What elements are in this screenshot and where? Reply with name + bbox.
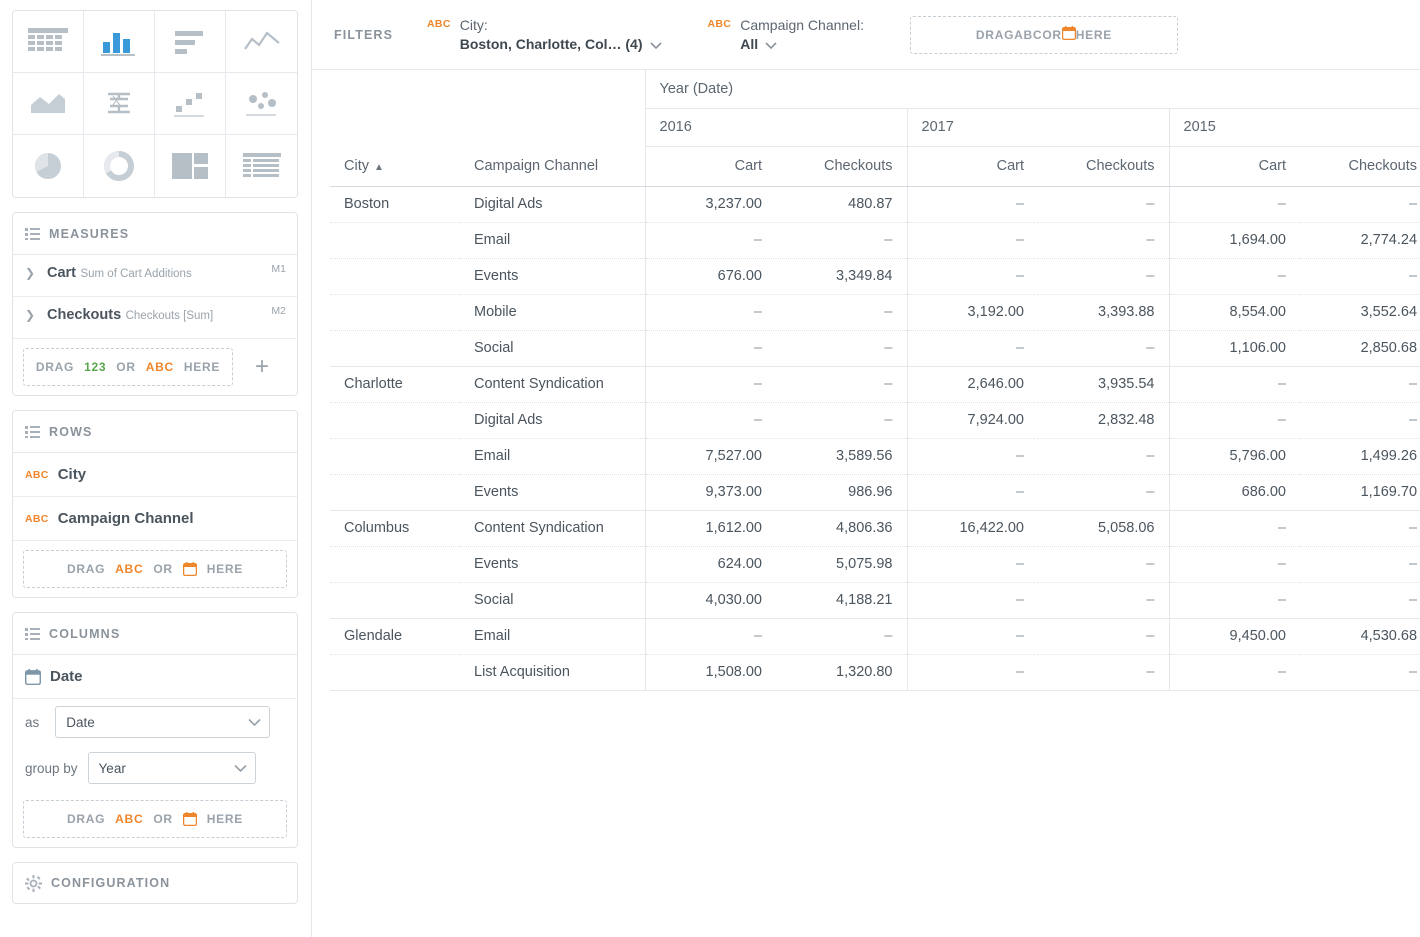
filters-label: FILTERS: [334, 27, 394, 42]
column-header-city[interactable]: [330, 146, 460, 186]
filter-city[interactable]: [427, 16, 661, 54]
cell-city: [330, 474, 460, 510]
horizontal-bar-chart-icon[interactable]: [155, 11, 226, 73]
group-by-select[interactable]: [88, 752, 256, 784]
cell-value: 480.87: [776, 186, 907, 222]
column-header-city-label: City: [344, 157, 369, 174]
list-icon: [25, 628, 40, 640]
column-header-cart[interactable]: Cart: [1169, 146, 1300, 186]
cell-value: –: [776, 294, 907, 330]
cell-value: –: [1038, 474, 1169, 510]
bar-chart-icon[interactable]: [84, 11, 155, 73]
filter-campaign-channel[interactable]: [708, 16, 864, 54]
cell-value: 3,237.00: [645, 186, 776, 222]
cell-value: –: [1038, 654, 1169, 690]
svg-text:X: X: [112, 92, 121, 108]
as-row: [13, 699, 297, 745]
column-header-checkouts[interactable]: Checkouts: [776, 146, 907, 186]
chevron-down-icon: [248, 715, 261, 730]
cell-campaign-channel: Content Syndication: [460, 366, 645, 402]
configuration-label: CONFIGURATION: [51, 876, 171, 890]
cell-campaign-channel: Email: [460, 438, 645, 474]
measures-dropzone[interactable]: [23, 348, 233, 386]
cell-value: 4,188.21: [776, 582, 907, 618]
measure-header-row: [330, 146, 1420, 186]
column-header-cart[interactable]: Cart: [645, 146, 776, 186]
area-chart-icon[interactable]: [13, 73, 84, 135]
cell-value: 624.00: [645, 546, 776, 582]
cell-value: 1,508.00: [645, 654, 776, 690]
line-chart-icon[interactable]: [226, 11, 297, 73]
table-row: [330, 294, 1420, 330]
cell-value: 3,552.64: [1300, 294, 1420, 330]
cell-value: –: [1038, 222, 1169, 258]
measures-header: [13, 213, 297, 255]
measure-subtitle: Sum of Cart Additions: [80, 268, 192, 280]
dropzone-or-label: OR: [153, 812, 173, 826]
cell-value: –: [1300, 510, 1420, 546]
cell-campaign-channel: Email: [460, 222, 645, 258]
filters-bar: [312, 0, 1420, 70]
cell-city: [330, 654, 460, 690]
cell-value: 5,058.06: [1038, 510, 1169, 546]
year-header: 2017: [907, 108, 1169, 146]
cell-city: [330, 438, 460, 474]
cell-value: 1,499.26: [1300, 438, 1420, 474]
calendar-icon: [183, 812, 197, 826]
cell-value: –: [907, 654, 1038, 690]
cell-value: 3,349.84: [776, 258, 907, 294]
cell-value: –: [1038, 186, 1169, 222]
cell-value: –: [1038, 618, 1169, 654]
cell-value: –: [1038, 258, 1169, 294]
pivot-table-icon[interactable]: [226, 135, 297, 197]
cell-city: Charlotte: [330, 366, 460, 402]
dropzone-or-label: OR: [116, 360, 136, 374]
rows-item-label: Campaign Channel: [57, 510, 194, 527]
cell-campaign-channel: List Acquisition: [460, 654, 645, 690]
dropzone-drag-label: DRAG: [66, 562, 106, 576]
cell-value: –: [1169, 258, 1300, 294]
measure-subtitle: Checkouts [Sum]: [125, 310, 214, 322]
chevron-right-icon[interactable]: ❯: [25, 308, 36, 322]
cell-value: 4,530.68: [1300, 618, 1420, 654]
group-by-select-value: Year: [98, 760, 126, 776]
calendar-icon: [1062, 26, 1076, 43]
cell-value: 3,192.00: [907, 294, 1038, 330]
text-type-icon: ABC: [427, 17, 451, 30]
rows-header: [13, 411, 297, 453]
year-header: 2015: [1169, 108, 1420, 146]
cell-city: [330, 546, 460, 582]
cell-value: 986.96: [776, 474, 907, 510]
column-dimension-label: Year (Date): [645, 70, 1420, 108]
rows-card: [12, 410, 298, 598]
columns-dropzone[interactable]: [23, 800, 287, 838]
cell-value: –: [907, 222, 1038, 258]
table-row: [330, 582, 1420, 618]
column-header-checkouts[interactable]: Checkouts: [1038, 146, 1169, 186]
main-panel: [312, 0, 1420, 937]
cell-value: 9,450.00: [1169, 618, 1300, 654]
chevron-down-icon[interactable]: [765, 35, 777, 54]
chevron-right-icon[interactable]: ❯: [25, 266, 36, 280]
year-header-row: [330, 108, 1420, 146]
cell-value: 1,612.00: [645, 510, 776, 546]
cell-value: 16,422.00: [907, 510, 1038, 546]
cell-value: –: [1169, 186, 1300, 222]
filters-dropzone[interactable]: [910, 16, 1178, 54]
cell-value: 4,030.00: [645, 582, 776, 618]
treemap-icon[interactable]: [155, 135, 226, 197]
cell-campaign-channel: Social: [460, 330, 645, 366]
cell-value: 676.00: [645, 258, 776, 294]
measure-item-cart[interactable]: [13, 255, 297, 297]
cell-value: –: [1169, 582, 1300, 618]
measure-badge: M1: [271, 263, 286, 275]
measure-item-checkouts[interactable]: [13, 297, 297, 339]
cell-value: –: [645, 618, 776, 654]
cell-value: –: [645, 366, 776, 402]
pivot-table-wrap: [312, 70, 1420, 937]
cell-value: –: [645, 294, 776, 330]
cell-value: –: [1300, 402, 1420, 438]
filter-city-value: Boston, Charlotte, Col… (4): [459, 35, 643, 52]
cell-value: –: [776, 402, 907, 438]
cell-campaign-channel: Digital Ads: [460, 402, 645, 438]
cell-value: –: [1038, 582, 1169, 618]
cell-value: –: [1300, 546, 1420, 582]
columns-title: COLUMNS: [49, 626, 121, 641]
cell-value: 1,694.00: [1169, 222, 1300, 258]
gear-icon: [25, 875, 42, 892]
cell-value: 1,169.70: [1300, 474, 1420, 510]
cell-value: –: [645, 330, 776, 366]
cell-value: 8,554.00: [1169, 294, 1300, 330]
table-row: [330, 330, 1420, 366]
cell-value: –: [907, 618, 1038, 654]
cell-value: 2,850.68: [1300, 330, 1420, 366]
chart-type-selector[interactable]: [12, 10, 298, 198]
cell-campaign-channel: Events: [460, 546, 645, 582]
cell-campaign-channel: Content Syndication: [460, 510, 645, 546]
cell-value: 3,935.54: [1038, 366, 1169, 402]
cell-campaign-channel: Digital Ads: [460, 186, 645, 222]
cell-value: –: [907, 330, 1038, 366]
text-type-icon: ABC: [707, 17, 732, 30]
columns-item-label: Date: [50, 668, 83, 685]
column-header-campaign-channel[interactable]: Campaign Channel: [460, 146, 645, 186]
measures-card: [12, 212, 298, 396]
chevron-down-icon[interactable]: [650, 35, 662, 54]
measures-footer: [13, 339, 297, 395]
cell-value: 3,589.56: [776, 438, 907, 474]
rows-item-campaign-channel[interactable]: [13, 497, 297, 541]
calendar-icon: [25, 669, 41, 685]
cell-value: –: [1300, 258, 1420, 294]
text-type-icon: ABC: [115, 562, 144, 576]
cell-value: –: [776, 618, 907, 654]
text-type-icon: ABC: [1014, 27, 1043, 42]
left-config-panel: [0, 0, 312, 937]
table-row: [330, 258, 1420, 294]
table-row: [330, 474, 1420, 510]
cell-value: 7,527.00: [645, 438, 776, 474]
cell-value: –: [1038, 546, 1169, 582]
filter-channel-value: All: [740, 35, 759, 52]
add-measure-button[interactable]: +: [254, 353, 269, 380]
as-select[interactable]: [55, 706, 270, 738]
sort-asc-icon: ▲: [373, 161, 384, 173]
cell-value: –: [1038, 438, 1169, 474]
cell-city: [330, 402, 460, 438]
cell-campaign-channel: Email: [460, 618, 645, 654]
table-row: [330, 438, 1420, 474]
cell-value: –: [907, 546, 1038, 582]
cell-value: 686.00: [1169, 474, 1300, 510]
table-row: [330, 186, 1420, 222]
cell-value: –: [907, 438, 1038, 474]
cell-value: 5,796.00: [1169, 438, 1300, 474]
column-header-checkouts[interactable]: Checkouts: [1300, 146, 1420, 186]
table-row: [330, 366, 1420, 402]
as-select-value: Date: [66, 714, 95, 730]
table-row: [330, 402, 1420, 438]
pivot-table-body: [330, 186, 1420, 690]
measure-name: Checkouts: [47, 307, 122, 323]
cell-value: 1,106.00: [1169, 330, 1300, 366]
filter-channel-label: Campaign Channel:: [740, 16, 864, 33]
cell-value: –: [1300, 654, 1420, 690]
cell-value: 9,373.00: [645, 474, 776, 510]
cell-value: –: [776, 222, 907, 258]
cell-city: [330, 258, 460, 294]
cell-campaign-channel: Social: [460, 582, 645, 618]
cell-value: 5,075.98: [776, 546, 907, 582]
cell-value: –: [1169, 402, 1300, 438]
dropzone-or-label: OR: [1042, 27, 1062, 42]
rows-title: ROWS: [49, 424, 93, 439]
columns-header: [13, 613, 297, 655]
filter-channel-value-row[interactable]: [740, 35, 864, 54]
dropzone-drag-label: DRAG: [975, 27, 1015, 42]
cell-value: –: [776, 330, 907, 366]
table-row: [330, 510, 1420, 546]
pivot-table-head: [330, 70, 1420, 186]
cell-city: [330, 582, 460, 618]
cell-city: Glendale: [330, 618, 460, 654]
cell-campaign-channel: Events: [460, 258, 645, 294]
table-chart-icon[interactable]: [13, 11, 84, 73]
as-label: as: [25, 714, 40, 730]
cell-value: –: [776, 366, 907, 402]
dropzone-here-label: HERE: [206, 812, 244, 826]
cell-value: 4,806.36: [776, 510, 907, 546]
cell-city: [330, 294, 460, 330]
table-row: [330, 546, 1420, 582]
cell-value: –: [645, 222, 776, 258]
group-by-label: group by: [25, 760, 78, 776]
pie-chart-icon[interactable]: [13, 135, 84, 197]
calendar-icon: [183, 562, 197, 576]
dropzone-or-label: OR: [153, 562, 173, 576]
cell-value: –: [1300, 186, 1420, 222]
box-plot-icon[interactable]: [84, 73, 155, 135]
cell-value: –: [1169, 654, 1300, 690]
text-type-icon: ABC: [25, 512, 49, 525]
text-type-icon: ABC: [25, 468, 49, 481]
columns-item-date[interactable]: [13, 655, 297, 699]
numeric-type-icon: 123: [84, 360, 107, 374]
cell-value: 1,320.80: [776, 654, 907, 690]
rows-item-city[interactable]: [13, 453, 297, 497]
cell-value: 2,646.00: [907, 366, 1038, 402]
cell-value: –: [1169, 546, 1300, 582]
group-by-row: [13, 745, 297, 791]
pivot-table: [330, 70, 1420, 691]
cell-city: Columbus: [330, 510, 460, 546]
cell-city: [330, 222, 460, 258]
cell-value: –: [645, 402, 776, 438]
cell-value: –: [1300, 582, 1420, 618]
cell-value: –: [1169, 366, 1300, 402]
cell-value: –: [907, 258, 1038, 294]
text-type-icon: ABC: [145, 360, 174, 374]
bubble-chart-icon[interactable]: [226, 73, 297, 135]
cell-value: –: [907, 474, 1038, 510]
rows-dropzone[interactable]: [23, 550, 287, 588]
table-row: [330, 654, 1420, 690]
cell-value: –: [1038, 330, 1169, 366]
list-icon: [25, 228, 40, 240]
dropzone-drag-label: DRAG: [66, 812, 106, 826]
columns-card: [12, 612, 298, 848]
cell-city: Boston: [330, 186, 460, 222]
year-header: 2016: [645, 108, 907, 146]
dropzone-drag-label: DRAG: [35, 360, 75, 374]
cell-value: 7,924.00: [907, 402, 1038, 438]
cell-value: –: [1300, 366, 1420, 402]
cell-campaign-channel: Events: [460, 474, 645, 510]
cell-campaign-channel: Mobile: [460, 294, 645, 330]
configuration-button[interactable]: [12, 862, 298, 904]
dropzone-here-label: HERE: [206, 562, 244, 576]
cell-value: 3,393.88: [1038, 294, 1169, 330]
column-dimension-row: [330, 70, 1420, 108]
list-icon: [25, 426, 40, 438]
donut-chart-icon[interactable]: [84, 135, 155, 197]
filter-city-value-row[interactable]: [460, 35, 662, 54]
measure-badge: M2: [271, 305, 286, 317]
table-row: [330, 618, 1420, 654]
column-header-cart[interactable]: Cart: [907, 146, 1038, 186]
dropzone-here-label: HERE: [1075, 27, 1112, 42]
cell-value: 2,774.24: [1300, 222, 1420, 258]
text-type-icon: ABC: [115, 812, 144, 826]
measure-name: Cart: [47, 265, 77, 281]
rows-item-label: City: [57, 466, 87, 483]
filter-city-label: City:: [459, 16, 488, 33]
cell-value: –: [907, 582, 1038, 618]
cell-value: –: [1169, 510, 1300, 546]
scatter-plot-icon[interactable]: [155, 73, 226, 135]
cell-value: –: [907, 186, 1038, 222]
table-row: [330, 222, 1420, 258]
cell-value: 2,832.48: [1038, 402, 1169, 438]
measures-title: MEASURES: [49, 226, 130, 241]
chevron-down-icon: [234, 761, 247, 776]
dropzone-here-label: HERE: [183, 360, 221, 374]
cell-city: [330, 330, 460, 366]
